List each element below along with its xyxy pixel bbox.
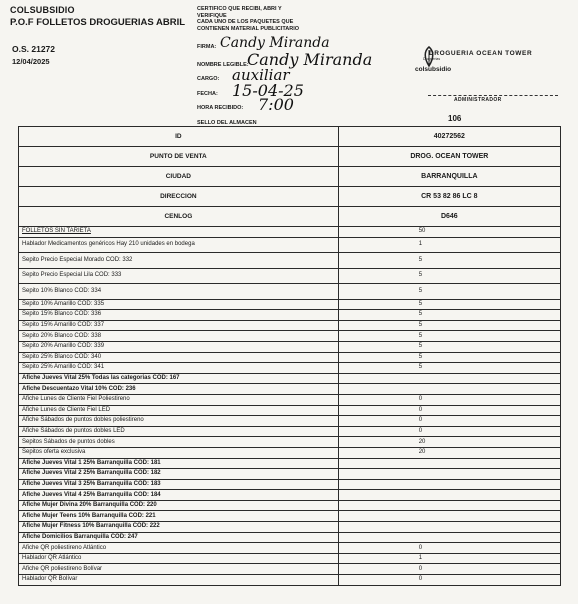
company-name: COLSUBSIDIO [10,5,75,15]
item-label: Afiche Jueves Vital 25% Todas las categorias COD: 167 [19,373,339,384]
item-label: Sepito 20% Amarillo COD: 339 [19,341,339,352]
item-quantity: 5 [338,299,560,310]
item-row [19,447,561,458]
item-row [19,284,561,300]
item-label: Afiche Sábados de puntos dobles poliestireno [19,416,339,427]
nombre-handwritten: Candy Miranda [247,50,373,69]
info-label: DIRECCION [19,187,339,207]
item-row [19,310,561,321]
info-value: DROG. OCEAN TOWER [338,147,560,167]
item-label: Sepito 25% Blanco COD: 340 [19,352,339,363]
document-title: P.O.F FOLLETOS DROGUERIAS ABRIL [10,17,186,28]
firma-handwritten: Candy Miranda [220,35,330,51]
item-label: Afiche QR poliestireno Bolívar [19,564,339,575]
certification-text [197,6,347,32]
cert-line-3: CADA UNO DE LOS PAQUETES QUE [197,19,294,25]
item-label: Afiche Mujer Fitness 10% Barranquilla COD: 222 [19,522,339,533]
item-label: Sepito 15% Blanco COD: 336 [19,310,339,321]
item-quantity: 5 [338,341,560,352]
item-quantity [338,373,560,384]
store-stamp [405,44,565,84]
sello-label: SELLO DEL ALMACEN [197,120,257,126]
cert-line-4: CONTIENEN MATERIAL PUBLICITARIO [197,25,300,32]
item-label: Afiche Jueves Vital 1 25% Barranquilla COD: 181 [19,458,339,469]
item-row [19,253,561,269]
item-quantity [338,458,560,469]
stamp-mini-text: Droguerias [423,57,441,61]
item-row [19,373,561,384]
item-label: Afiche Mujer Teens 10% Barranquilla COD: 221 [19,511,339,522]
stamp-store-name: DROGUERIA OCEAN TOWER [429,50,533,57]
item-quantity: 5 [338,310,560,321]
order-date: 12/04/2025 [12,57,50,66]
item-quantity [338,490,560,501]
item-label: Hablador QR Atlántico [19,553,339,564]
info-label: ID [19,127,339,147]
item-label: Sepito Precio Especial Morado COD: 332 [19,253,339,269]
item-row [19,405,561,416]
info-row [19,167,561,187]
info-value: BARRANQUILLA [338,167,560,187]
item-quantity: 5 [338,352,560,363]
info-label: CIUDAD [19,167,339,187]
info-row [19,147,561,167]
item-label: Afiche Descuentazo Vital 10% COD: 236 [19,384,339,395]
item-row [19,320,561,331]
item-label: Sepito 20% Blanco COD: 338 [19,331,339,342]
item-quantity [338,511,560,522]
item-row [19,227,561,238]
hora-handwritten: 7:00 [258,95,294,114]
item-quantity: 5 [338,268,560,284]
info-label: PUNTO DE VENTA [19,147,339,167]
signature-line [428,95,558,96]
item-row [19,237,561,253]
item-quantity: 1 [338,237,560,253]
item-row [19,437,561,448]
fecha-handwritten: 15-04-25 [232,81,304,100]
item-row [19,500,561,511]
stamp-brand: colsubsidio [415,66,452,73]
item-label: Sepito 25% Amarillo COD: 341 [19,363,339,374]
item-row [19,363,561,374]
item-row [19,575,561,586]
item-row [19,268,561,284]
header-block [10,5,185,28]
item-label: Afiche Lunes de Cliente Fiel LED [19,405,339,416]
order-number: O.S. 21272 [12,44,56,54]
item-label: Sepito 10% Amarillo COD: 335 [19,299,339,310]
cert-line-1: CERTIFICO QUE RECIBI, ABRI Y [197,6,282,12]
cargo-label: CARGO: [197,76,220,82]
item-label: Sepito 15% Amarillo COD: 337 [19,320,339,331]
item-row [19,299,561,310]
item-label: Afiche Domicilios Barranquilla COD: 247 [19,532,339,543]
item-quantity [338,532,560,543]
administrator-label: ADMINISTRADOR [454,97,502,103]
nombre-label: NOMBRE LEGIBLE: [197,62,249,68]
info-value: 40272562 [338,127,560,147]
item-label: Afiche Jueves Vital 4 25% Barranquilla COD: 184 [19,490,339,501]
item-quantity: 0 [338,405,560,416]
item-row [19,532,561,543]
cert-line-2: VERIFIQUE [197,12,227,19]
item-row [19,394,561,405]
item-quantity: 5 [338,253,560,269]
item-row [19,564,561,575]
info-label: CENLOG [19,207,339,227]
item-row [19,341,561,352]
item-quantity: 5 [338,284,560,300]
sello-number: 106 [448,114,462,123]
info-row [19,207,561,227]
item-row [19,511,561,522]
item-quantity: 5 [338,331,560,342]
item-label: Hablador QR Bolívar [19,575,339,586]
item-quantity [338,469,560,480]
item-quantity: 0 [338,426,560,437]
item-row [19,553,561,564]
hora-label: HORA RECIBIDO: [197,105,244,111]
item-quantity [338,384,560,395]
item-quantity: 20 [338,437,560,448]
item-row [19,331,561,342]
item-quantity: 0 [338,575,560,586]
item-row [19,490,561,501]
info-row [19,127,561,147]
item-quantity: 5 [338,320,560,331]
item-row [19,543,561,554]
info-row [19,187,561,207]
item-row [19,426,561,437]
item-quantity [338,500,560,511]
item-label: Afiche Sábados de puntos dobles LED [19,426,339,437]
item-label: Hablador Medicamentos genéricos Hay 210 unidades en bodega [19,237,339,253]
item-label: Sepito 10% Blanco COD: 334 [19,284,339,300]
fecha-label: FECHA: [197,91,218,97]
info-value: D646 [338,207,560,227]
item-row [19,479,561,490]
item-label: Afiche Lunes de Cliente Fiel Poliestireno [19,394,339,405]
cargo-handwritten: auxiliar [232,66,290,84]
item-label: Afiche QR poliestireno Atlántico [19,543,339,554]
item-quantity: 0 [338,416,560,427]
firma-label: FIRMA: [197,44,217,50]
item-label: Sepito Precio Especial Lila COD: 333 [19,268,339,284]
item-quantity [338,522,560,533]
item-quantity: 5 [338,363,560,374]
item-label: Sepitos oferta exclusiva [19,447,339,458]
item-row [19,352,561,363]
item-quantity: 1 [338,553,560,564]
info-value: CR 53 82 86 LC 8 [338,187,560,207]
item-quantity: 50 [338,227,560,238]
item-quantity: 0 [338,564,560,575]
item-row [19,384,561,395]
item-row [19,458,561,469]
item-label: Sepitos Sábados de puntos dobles [19,437,339,448]
item-label: Afiche Mujer Divina 20% Barranquilla COD: 220 [19,500,339,511]
item-row [19,469,561,480]
item-quantity: 0 [338,394,560,405]
item-quantity: 0 [338,543,560,554]
materials-table [18,126,561,586]
item-row [19,416,561,427]
item-label: Afiche Jueves Vital 3 25% Barranquilla COD: 183 [19,479,339,490]
item-label: Afiche Jueves Vital 2 25% Barranquilla COD: 182 [19,469,339,480]
item-quantity: 20 [338,447,560,458]
item-quantity [338,479,560,490]
item-label: FOLLETOS SIN TARIETA [19,227,339,238]
item-row [19,522,561,533]
